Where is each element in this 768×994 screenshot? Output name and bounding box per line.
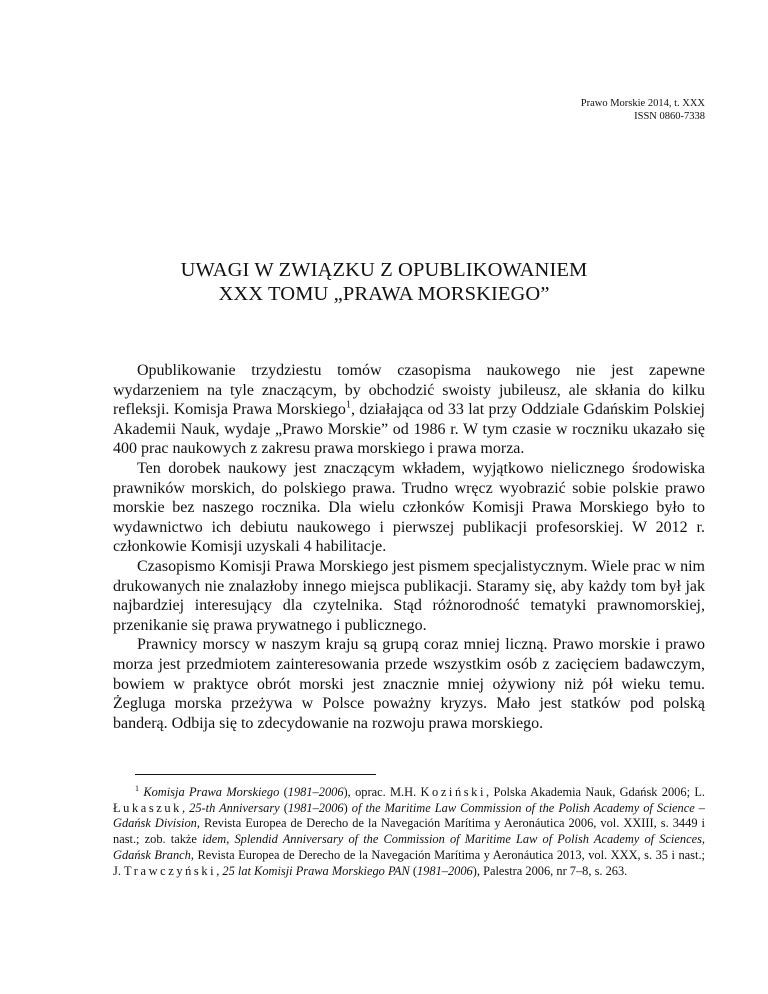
fn-text: idem [202,832,227,847]
fn-text: , Revista Europea de Derecho de la Navegación Marítima y Aeronáutica 2013, vol. XXX, s. 35 i nast.; J. [113,847,705,878]
fn-text: , Polska Akademia Nauk, Gdańsk 2006; L. [486,785,705,799]
footnote-number: 1 [135,783,139,793]
fn-text: ) [343,800,352,815]
footnote-separator [135,774,376,775]
paragraph-4: Prawnicy morscy w naszym kraju są grupą coraz mniej liczną. Prawo morskie i prawo morza jest przedmiotem zainteresowania przede wszystkim osób z zacięciem badawczym, bowiem w praktyce obrót morski jest znacznie mniej ożywiony niż pół wieku temu. Żegluga morska przeżywa w Polsce poważny kryzys. Mało jest statków pod polską banderą. Odbija się to zdecydowanie na rozwoju prawa morskiego. [113,636,705,732]
fn-author: Koziński [420,785,487,799]
running-head [581,97,705,123]
fn-text: , Revista Europea de Derecho de la Navegación Marítima y Aeronáutica 2006, vol. XXIII, s. 3449 i nast.; zob. także [113,816,705,847]
fn-author: Trawczyński [124,863,217,878]
fn-text: , [226,832,235,847]
footnote-1 [113,785,705,879]
fn-text: ( [279,785,288,799]
fn-text: 1981–2006 [416,863,473,878]
fn-text: Splendid Anniversary of the Commission of Maritime Law of Polish Academy of Sciences, Gdańsk Branch [113,832,705,862]
paragraph-1 [113,361,705,459]
fn-text: , [216,863,223,878]
fn-text: 25-th Anniversary [189,800,280,815]
footnote-reference: 1 [345,399,351,411]
fn-author: Łukaszuk [113,800,182,815]
footnote [113,785,705,879]
fn-text: Komisja Prawa Morskiego [143,785,280,799]
paragraph-3: Czasopismo Komisji Prawa Morskiego jest pismem specjalistycznym. Wiele prac w nim drukowanych nie znalazłoby innego miejsca publikacji. Staramy się, aby każdy tom był jak najbardziej interesujący dla czytelnika. Stąd różnorodność tematyki prawnomorskiej, przenikanie się prawa prywatnego i publicznego. [113,557,705,634]
paragraph-1-text-a: Opublikowanie trzydziestu tomów czasopisma naukowego nie jest zapewne wydarzeniem na tyle znaczącym, by obchodzić swoisty jubileusz, ale skłania do kilku refleksji. Komisja Prawa Morskiego [113,362,705,419]
fn-text: ( [409,863,417,878]
issn: ISSN 0860-7338 [634,111,705,122]
article-title [0,258,768,306]
fn-text: of the Maritime Law Commission of the Polish Academy of Science – Gdańsk Division [113,800,705,831]
fn-text: , [181,800,190,815]
fn-text: ), oprac. M.H. [343,785,421,799]
fn-text: ( [279,800,288,815]
journal-citation: Prawo Morskie 2014, t. XXX [580,98,705,109]
paragraph-2: Ten dorobek naukowy jest znaczącym wkładem, wyjątkowo nielicznego środowiska prawników morskich, do polskiego prawa. Trudno wręcz wyobrazić sobie polskie prawo morskie bez naszego rocznika. Dla wielu członków Komisji Prawa Morskiego było to wydawnictwo ich debiutu naukowego i pierwszej publikacji profesorskiej. W 2012 r. członkowie Komisji uzyskali 4 habilitacje. [113,459,705,556]
paragraph-1-text-b: , działająca od 33 lat przy Oddziale Gdańskim Polskiej Akademii Nauk, wydaje „Prawo Morskie” od 1986 r. W tym czasie w roczniku ukazało się 400 prac naukowych z zakresu prawa morskiego i prawa morza. [113,401,706,458]
fn-text: 1981–2006 [287,785,344,799]
fn-text: ), Palestra 2006, nr 7–8, s. 263. [472,863,628,878]
title-line-2: XXX TOMU „PRAWA MORSKIEGO” [218,283,550,305]
fn-text: 1981–2006 [287,800,344,815]
fn-text: 25 lat Komisji Prawa Morskiego PAN [222,863,410,878]
article-body [113,361,705,733]
title-line-1: UWAGI W ZWIĄZKU Z OPUBLIKOWANIEM [180,259,588,281]
